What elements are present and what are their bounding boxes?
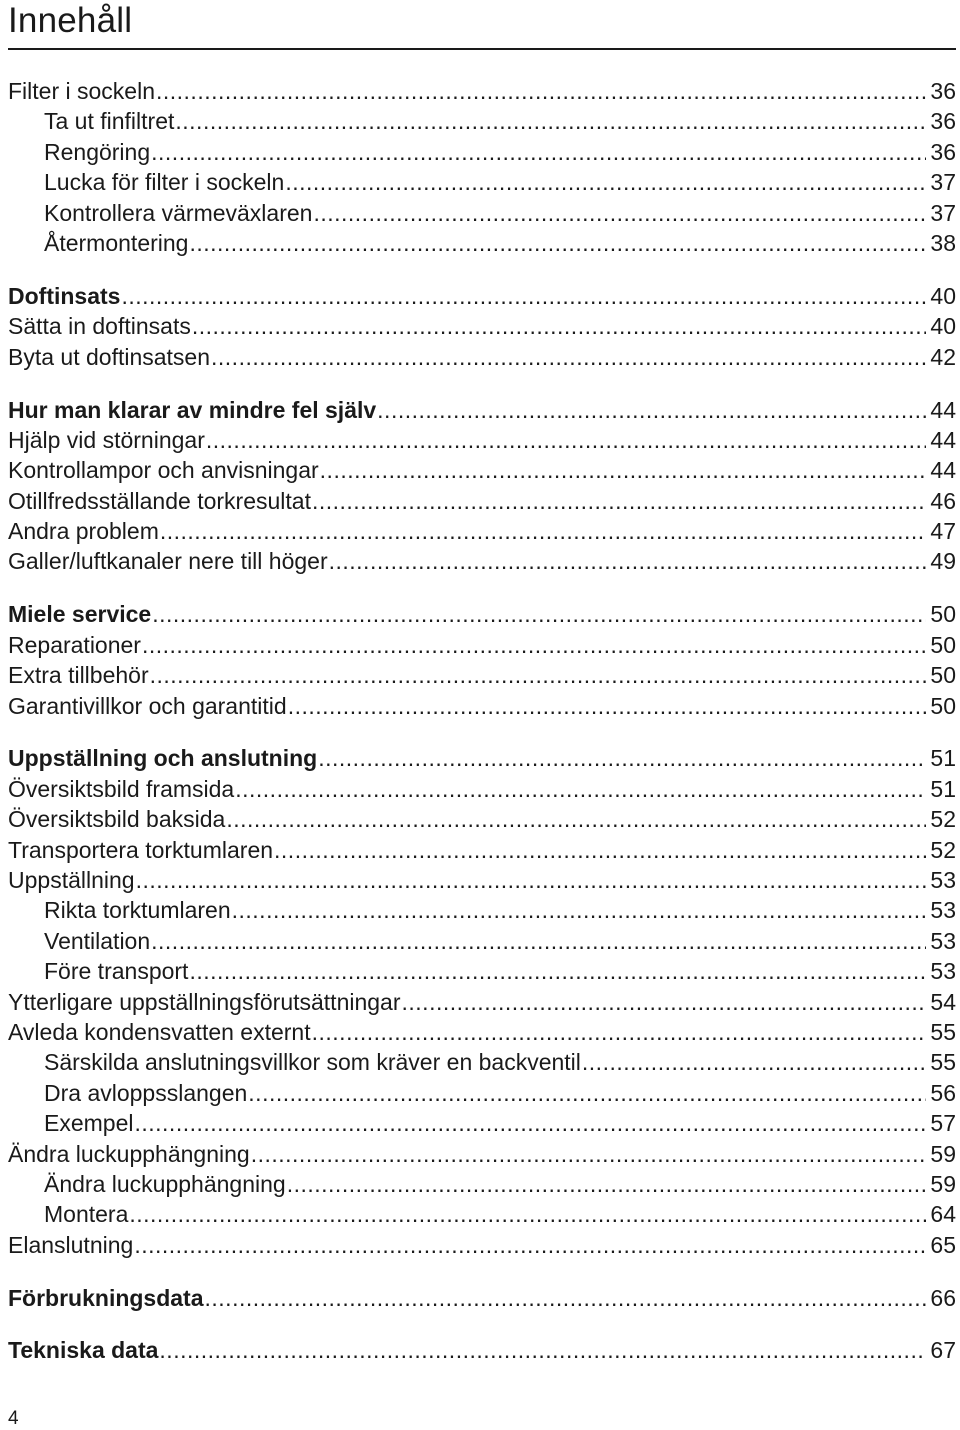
toc-entry-label: Före transport xyxy=(44,958,189,985)
toc-entry[interactable] xyxy=(8,660,956,690)
toc-entry-page: 52 xyxy=(930,806,956,833)
toc-entry-label: Elanslutning xyxy=(8,1231,134,1258)
toc-entry-page: 59 xyxy=(930,1140,956,1167)
toc-section xyxy=(8,1283,956,1313)
toc-entry[interactable] xyxy=(8,987,956,1017)
toc-section xyxy=(8,76,956,258)
dot-leader xyxy=(402,987,927,1017)
dot-leader xyxy=(248,1078,926,1108)
dot-leader xyxy=(226,804,926,834)
dot-leader xyxy=(152,599,926,629)
toc-entry-label: Exempel xyxy=(44,1110,134,1137)
dot-leader xyxy=(288,691,927,721)
toc-entry-label: Uppställning xyxy=(8,866,135,893)
toc-entry-label: Otillfredsställande torkresultat xyxy=(8,487,311,514)
dot-leader xyxy=(160,516,927,546)
dot-leader xyxy=(285,167,926,197)
dot-leader xyxy=(232,895,927,925)
dot-leader xyxy=(192,311,927,341)
toc-entry-page: 50 xyxy=(930,662,956,689)
toc-entry-label: Ändra luckupphängning xyxy=(44,1170,286,1197)
dot-leader xyxy=(287,1169,927,1199)
toc-entry-page: 50 xyxy=(930,601,956,628)
toc-entry-page: 36 xyxy=(930,108,956,135)
toc-entry-page: 44 xyxy=(930,457,956,484)
toc-chapter-entry[interactable] xyxy=(8,599,956,629)
toc-entry-label: Sätta in doftinsats xyxy=(8,313,191,340)
dot-leader xyxy=(329,546,927,576)
toc-entry-page: 56 xyxy=(930,1079,956,1106)
toc-entry[interactable] xyxy=(8,198,956,228)
toc-chapter-entry[interactable] xyxy=(8,1335,956,1365)
dot-leader xyxy=(205,1283,927,1313)
dot-leader xyxy=(320,455,927,485)
toc-entry[interactable] xyxy=(8,691,956,721)
toc-entry-page: 53 xyxy=(930,866,956,893)
toc-entry-label: Förbrukningsdata xyxy=(8,1284,204,1311)
toc-entry-label: Garantivillkor och garantitid xyxy=(8,692,287,719)
dot-leader xyxy=(121,281,926,311)
dot-leader xyxy=(150,660,927,690)
toc-entry-page: 66 xyxy=(930,1284,956,1311)
toc-entry-page: 53 xyxy=(930,897,956,924)
dot-leader xyxy=(156,76,926,106)
toc-entry-label: Uppställning och anslutning xyxy=(8,745,318,772)
dot-leader xyxy=(159,1335,926,1365)
dot-leader xyxy=(251,1139,927,1169)
toc-entry-page: 38 xyxy=(930,229,956,256)
toc-entry[interactable] xyxy=(8,137,956,167)
toc-entry-page: 53 xyxy=(930,958,956,985)
toc-entry-page: 65 xyxy=(930,1231,956,1258)
page-title: Innehåll xyxy=(8,1,133,40)
toc-entry-page: 64 xyxy=(930,1201,956,1228)
toc-entry[interactable] xyxy=(8,1047,956,1077)
toc-entry[interactable] xyxy=(8,865,956,895)
toc-entry[interactable] xyxy=(8,342,956,372)
table-of-contents xyxy=(8,76,956,1388)
toc-entry[interactable] xyxy=(8,311,956,341)
toc-entry-page: 42 xyxy=(930,343,956,370)
toc-entry-page: 40 xyxy=(930,282,956,309)
toc-entry[interactable] xyxy=(8,1139,956,1169)
toc-section xyxy=(8,395,956,577)
toc-entry[interactable] xyxy=(8,1078,956,1108)
dot-leader xyxy=(206,425,927,455)
toc-entry[interactable] xyxy=(8,76,956,106)
dot-leader xyxy=(151,926,926,956)
toc-entry-label: Transportera torktumlaren xyxy=(8,836,274,863)
toc-entry-page: 47 xyxy=(930,518,956,545)
dot-leader xyxy=(582,1047,927,1077)
toc-entry-label: Kontrollampor och anvisningar xyxy=(8,457,319,484)
toc-entry-page: 53 xyxy=(930,927,956,954)
toc-entry-label: Galler/luftkanaler nere till höger xyxy=(8,548,328,575)
toc-entry-page: 51 xyxy=(930,775,956,802)
toc-entry-label: Ta ut finfiltret xyxy=(44,108,175,135)
toc-entry-page: 37 xyxy=(930,199,956,226)
toc-entry-label: Rikta torktumlaren xyxy=(44,897,231,924)
toc-entry-page: 52 xyxy=(930,836,956,863)
toc-entry-page: 55 xyxy=(930,1049,956,1076)
toc-entry-page: 50 xyxy=(930,692,956,719)
dot-leader xyxy=(235,774,926,804)
toc-section xyxy=(8,1335,956,1365)
toc-entry-page: 37 xyxy=(930,169,956,196)
dot-leader xyxy=(134,1230,926,1260)
toc-entry-page: 67 xyxy=(930,1337,956,1364)
page-number: 4 xyxy=(8,1408,19,1429)
toc-entry[interactable] xyxy=(8,835,956,865)
toc-entry[interactable] xyxy=(8,1017,956,1047)
toc-entry[interactable] xyxy=(8,546,956,576)
toc-entry-page: 40 xyxy=(930,313,956,340)
dot-leader xyxy=(274,835,926,865)
toc-entry-label: Hjälp vid störningar xyxy=(8,426,205,453)
toc-entry[interactable] xyxy=(8,1108,956,1138)
toc-entry-page: 46 xyxy=(930,487,956,514)
toc-entry-page: 50 xyxy=(930,631,956,658)
toc-entry-page: 57 xyxy=(930,1110,956,1137)
toc-entry-label: Ändra luckupphängning xyxy=(8,1140,250,1167)
toc-entry-page: 54 xyxy=(930,988,956,1015)
toc-entry-page: 44 xyxy=(930,426,956,453)
toc-entry-label: Översiktsbild framsida xyxy=(8,775,235,802)
toc-entry-label: Särskilda anslutningsvillkor som kräver en backventil xyxy=(44,1049,581,1076)
toc-entry-label: Rengöring xyxy=(44,138,151,165)
toc-entry-page: 44 xyxy=(930,396,956,423)
toc-entry[interactable] xyxy=(8,804,956,834)
dot-leader xyxy=(189,956,926,986)
toc-section xyxy=(8,743,956,1260)
toc-entry-label: Dra avloppsslangen xyxy=(44,1079,248,1106)
dot-leader xyxy=(312,486,926,516)
toc-entry[interactable] xyxy=(8,486,956,516)
toc-entry-label: Byta ut doftinsatsen xyxy=(8,343,211,370)
title-divider xyxy=(8,48,956,50)
toc-section xyxy=(8,599,956,721)
toc-entry-label: Ventilation xyxy=(44,927,151,954)
toc-chapter-entry[interactable] xyxy=(8,743,956,773)
toc-entry-page: 36 xyxy=(930,138,956,165)
toc-entry[interactable] xyxy=(8,630,956,660)
dot-leader xyxy=(313,198,926,228)
toc-entry-label: Reparationer xyxy=(8,631,141,658)
dot-leader xyxy=(189,228,926,258)
toc-entry[interactable] xyxy=(8,455,956,485)
toc-entry[interactable] xyxy=(8,926,956,956)
toc-entry[interactable] xyxy=(8,1199,956,1229)
dot-leader xyxy=(175,106,926,136)
toc-entry-label: Andra problem xyxy=(8,518,159,545)
dot-leader xyxy=(142,630,926,660)
toc-entry-label: Lucka för filter i sockeln xyxy=(44,169,285,196)
toc-entry[interactable] xyxy=(8,774,956,804)
toc-entry[interactable] xyxy=(8,228,956,258)
toc-entry-page: 55 xyxy=(930,1018,956,1045)
toc-entry[interactable] xyxy=(8,516,956,546)
toc-entry-page: 36 xyxy=(930,78,956,104)
dot-leader xyxy=(318,743,926,773)
toc-chapter-entry[interactable] xyxy=(8,395,956,425)
toc-chapter-entry[interactable] xyxy=(8,1283,956,1313)
dot-leader xyxy=(377,395,926,425)
toc-entry-label: Hur man klarar av mindre fel själv xyxy=(8,396,377,423)
toc-entry-label: Kontrollera värmeväxlaren xyxy=(44,199,313,226)
dot-leader xyxy=(129,1199,926,1229)
toc-entry[interactable] xyxy=(8,425,956,455)
toc-entry-label: Ytterligare uppställningsförutsättningar xyxy=(8,988,401,1015)
toc-entry[interactable] xyxy=(8,1169,956,1199)
dot-leader xyxy=(211,342,926,372)
dot-leader xyxy=(134,1108,926,1138)
toc-entry-page: 51 xyxy=(930,745,956,772)
toc-entry-label: Miele service xyxy=(8,601,152,628)
toc-entry-label: Doftinsats xyxy=(8,282,121,309)
toc-entry-label: Återmontering xyxy=(44,229,189,256)
toc-entry-label: Översiktsbild baksida xyxy=(8,806,226,833)
dot-leader xyxy=(151,137,926,167)
toc-entry[interactable] xyxy=(8,106,956,136)
toc-entry-label: Extra tillbehör xyxy=(8,662,149,689)
dot-leader xyxy=(136,865,927,895)
toc-entry[interactable] xyxy=(8,895,956,925)
toc-entry[interactable] xyxy=(8,956,956,986)
toc-chapter-entry[interactable] xyxy=(8,281,956,311)
toc-entry[interactable] xyxy=(8,167,956,197)
toc-entry-page: 59 xyxy=(930,1170,956,1197)
toc-entry-page: 49 xyxy=(930,548,956,575)
toc-entry-label: Avleda kondensvatten externt xyxy=(8,1018,311,1045)
toc-entry-label: Filter i sockeln xyxy=(8,78,155,104)
toc-section xyxy=(8,281,956,372)
toc-entry[interactable] xyxy=(8,1230,956,1260)
dot-leader xyxy=(312,1017,927,1047)
toc-entry-label: Tekniska data xyxy=(8,1337,159,1364)
toc-entry-label: Montera xyxy=(44,1201,129,1228)
